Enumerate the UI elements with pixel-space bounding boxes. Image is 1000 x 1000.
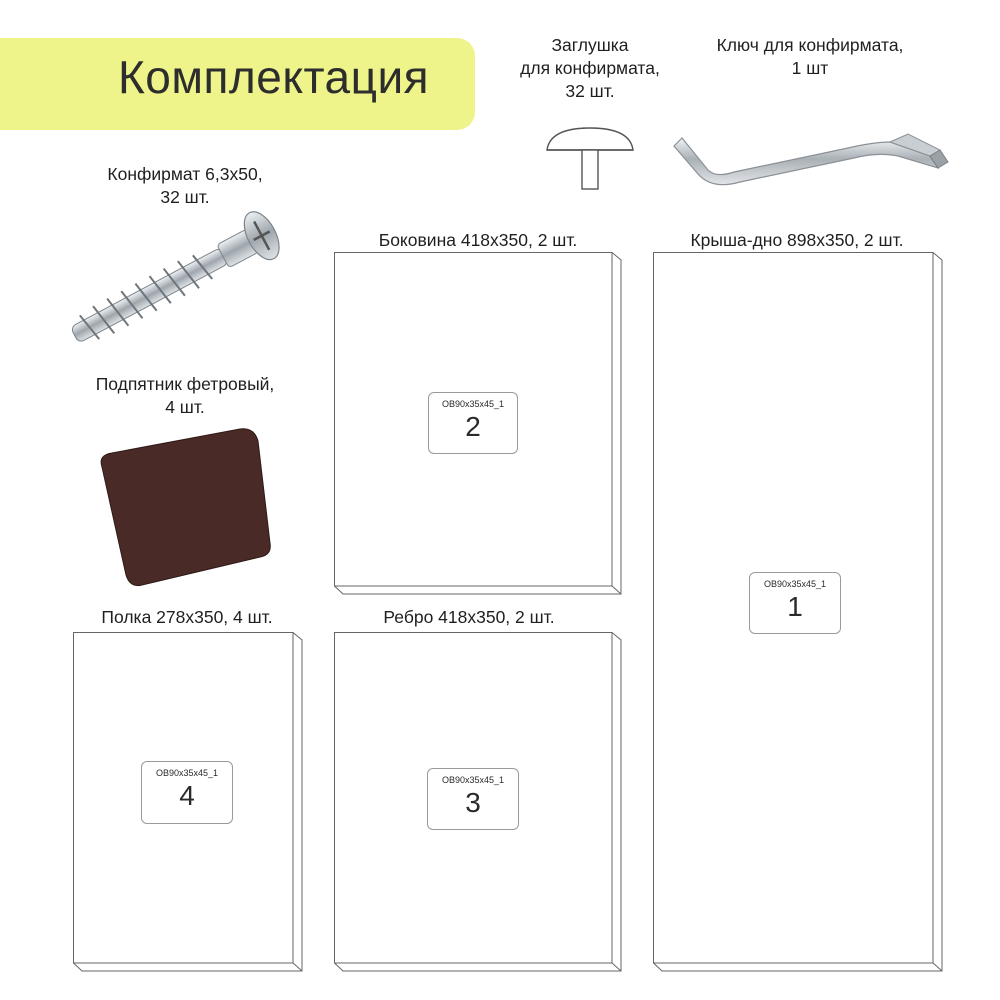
page-title: Комплектация — [118, 51, 430, 103]
key-caption: Ключ для конфирмата, 1 шт — [716, 35, 904, 78]
panel-top-bottom-number: 1 — [787, 591, 803, 622]
panel-shelf-label — [141, 761, 233, 824]
felt-pad-icon — [90, 425, 275, 590]
panel-top-bottom — [653, 252, 943, 972]
panel-rib-label — [427, 768, 519, 830]
panel-rib-number: 3 — [465, 787, 481, 818]
panel-side-label — [428, 392, 518, 454]
panel-shelf-caption: Полка 278х350, 4 шт. — [101, 607, 273, 627]
hex-key-icon — [668, 112, 958, 192]
panel-top-bottom-caption: Крыша-дно 898х350, 2 шт. — [690, 230, 904, 250]
panel-rib — [334, 632, 624, 972]
panel-top-bottom-label — [749, 572, 841, 634]
confirmat-screw-icon — [50, 208, 310, 348]
plug-cap-icon — [540, 122, 640, 194]
panel-side-code: OB90x35x45_1 — [441, 399, 505, 409]
panel-side-caption: Боковина 418х350, 2 шт. — [378, 230, 578, 250]
panel-side-number: 2 — [465, 411, 481, 442]
panel-rib-caption: Ребро 418х350, 2 шт. — [383, 607, 555, 627]
panel-shelf-code: OB90x35x45_1 — [155, 768, 219, 778]
felt-caption: Подпятник фетровый, 4 шт. — [95, 374, 275, 417]
screw-caption: Конфирмат 6,3х50, 32 шт. — [107, 164, 263, 207]
panel-top-bottom-code: OB90x35x45_1 — [763, 579, 827, 589]
plug-caption: Заглушка для конфирмата, 32 шт. — [520, 35, 660, 101]
panel-shelf-number: 4 — [179, 780, 195, 811]
panel-shelf — [73, 632, 305, 972]
panel-rib-code: OB90x35x45_1 — [441, 775, 505, 785]
panel-side — [334, 252, 624, 595]
